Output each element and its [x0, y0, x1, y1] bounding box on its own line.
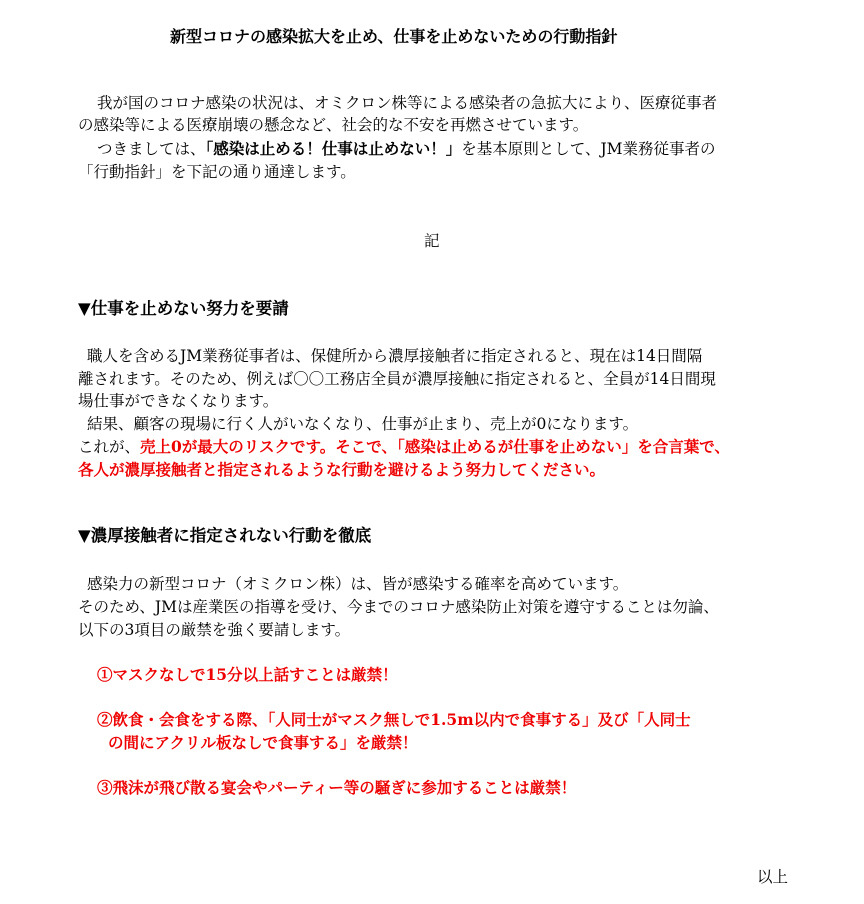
section2-line-3: 以下の3項目の厳禁を強く要請します。 [78, 621, 351, 639]
intro-line-3-prefix: つきましては、 [97, 140, 206, 158]
section1-heading: ▼仕事を止めない努力を要請 [78, 299, 289, 318]
section2-heading: ▼濃厚接触者に指定されない行動を徹底 [78, 526, 372, 545]
section1-line-3: 場仕事ができなくなります。 [78, 392, 279, 410]
section2-line-1: 感染力の新型コロナ（オミクロン株）は、皆が感染する確率を高めています。 [87, 575, 629, 593]
ki-marker: 記 [424, 232, 440, 250]
section1-line-6: 各人が濃厚接触者と指定されるような行動を避けるよう努力してください。 [78, 460, 606, 479]
intro-line-4: 「行動指針」を下記の通り通達します。 [78, 163, 356, 181]
intro-line-3-suffix: を基本原則として、JM業務従事者の [461, 140, 716, 158]
intro-line-1: 我が国のコロナ感染の状況は、オミクロン株等による感染者の急拡大により、医療従事者 [97, 94, 718, 112]
intro-principle-emphasis: 「感染は止める！仕事は止めない！」 [205, 139, 462, 158]
section1-line-1: 職人を含めるJM業務従事者は、保健所から濃厚接触者に指定されると、現在は14日間隔 [87, 347, 703, 365]
rule-3: ③飛沫が飛び散る宴会やパーティー等の騒ぎに参加することは厳禁！ [97, 778, 577, 797]
document-title: 新型コロナの感染拡大を止め、仕事を止めないための行動指針 [170, 27, 618, 46]
section1-line-4: 結果、顧客の現場に行く人がいなくなり、仕事が止まり、売上が0になります。 [87, 415, 639, 433]
section2-line-2: そのため、JMは産業医の指導を受け、今までのコロナ感染防止対策を遵守することは勿論、 [78, 598, 719, 616]
intro-line-3 [97, 139, 716, 159]
rule-2-line-2: の間にアクリル板なしで食事する」を厳禁！ [108, 733, 418, 752]
section1-warning-emphasis: 売上0が最大のリスクです。そこで、「感染は止めるが仕事を止めない」を合言葉で、 [140, 437, 730, 456]
intro-line-2: の感染等による医療崩壊の懸念など、社会的な不安を再燃させています。 [78, 116, 589, 134]
rule-2-line-1: ②飲食・会食をする際、「人同士がマスク無しで1.5m以内で食事する」及び「人同士 [97, 710, 691, 729]
section1-line-5 [78, 437, 730, 457]
section1-line-2: 離されます。そのため、例えば〇〇工務店全員が濃厚接触に指定されると、全員が14日間現 [78, 370, 716, 388]
section1-line-5-prefix: これが、 [78, 438, 141, 456]
rule-1: ①マスクなしで15分以上話すことは厳禁！ [97, 665, 398, 684]
closing-ijou: 以上 [757, 868, 789, 886]
